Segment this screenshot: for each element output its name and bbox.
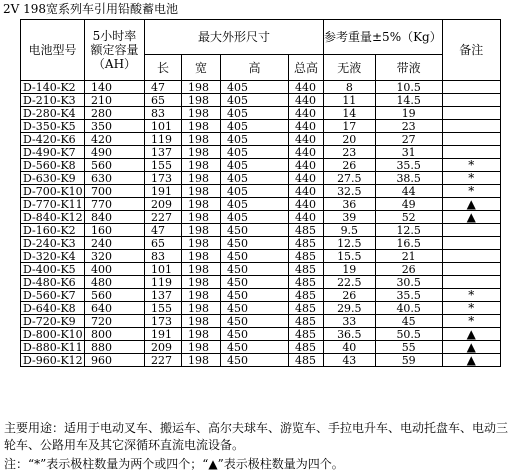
- header-height: 高: [221, 55, 289, 81]
- cell-width: 198: [182, 315, 221, 328]
- cell-length: 209: [145, 198, 182, 211]
- cell-height: 405: [221, 133, 289, 146]
- cell-remark: ▲: [442, 354, 500, 367]
- header-dimensions: 最大外形尺寸: [145, 20, 324, 55]
- cell-remark: *: [442, 302, 500, 315]
- cell-dry-weight: 29.5: [324, 302, 376, 315]
- cell-total-height: 440: [289, 159, 324, 172]
- cell-height: 405: [221, 211, 289, 224]
- cell-wet-weight: 59: [375, 354, 442, 367]
- cell-total-height: 440: [289, 172, 324, 185]
- table-row: [21, 185, 501, 198]
- header-remark: 备注: [442, 20, 500, 81]
- table-row: [21, 107, 501, 120]
- cell-model: D-800-K10: [21, 328, 85, 341]
- cell-width: 198: [182, 198, 221, 211]
- cell-remark: [442, 107, 500, 120]
- cell-remark: [442, 276, 500, 289]
- table-row: [21, 146, 501, 159]
- table-row: [21, 198, 501, 211]
- cell-wet-weight: 16.5: [375, 237, 442, 250]
- cell-width: 198: [182, 172, 221, 185]
- cell-dry-weight: 20: [324, 133, 376, 146]
- cell-capacity: 490: [85, 146, 145, 159]
- cell-width: 198: [182, 328, 221, 341]
- cell-remark: [442, 81, 500, 94]
- cell-width: 198: [182, 146, 221, 159]
- cell-wet-weight: 55: [375, 341, 442, 354]
- cell-dry-weight: 26: [324, 159, 376, 172]
- cell-remark: *: [442, 289, 500, 302]
- cell-capacity: 770: [85, 198, 145, 211]
- table-row: [21, 94, 501, 107]
- cell-wet-weight: 52: [375, 211, 442, 224]
- cell-length: 227: [145, 354, 182, 367]
- cell-model: D-420-K6: [21, 133, 85, 146]
- cell-height: 450: [221, 224, 289, 237]
- table-row: [21, 341, 501, 354]
- cell-width: 198: [182, 289, 221, 302]
- cell-dry-weight: 12.5: [324, 237, 376, 250]
- cell-capacity: 720: [85, 315, 145, 328]
- cell-width: 198: [182, 159, 221, 172]
- table-row: [21, 315, 501, 328]
- cell-height: 450: [221, 341, 289, 354]
- table-row: [21, 237, 501, 250]
- cell-model: D-280-K4: [21, 107, 85, 120]
- cell-height: 450: [221, 250, 289, 263]
- cell-wet-weight: 44: [375, 185, 442, 198]
- cell-model: D-240-K3: [21, 237, 85, 250]
- usage-text-line-2: 轮车、公路用车及其它深循环直流电流设备。: [4, 438, 245, 452]
- cell-width: 198: [182, 120, 221, 133]
- cell-height: 405: [221, 172, 289, 185]
- cell-length: 47: [145, 224, 182, 237]
- cell-height: 405: [221, 146, 289, 159]
- cell-capacity: 630: [85, 172, 145, 185]
- cell-remark: ▲: [442, 211, 500, 224]
- table-row: [21, 81, 501, 94]
- cell-width: 198: [182, 276, 221, 289]
- cell-width: 198: [182, 185, 221, 198]
- cell-remark: *: [442, 172, 500, 185]
- cell-total-height: 485: [289, 263, 324, 276]
- cell-capacity: 560: [85, 159, 145, 172]
- header-dry-weight: 无液: [324, 55, 376, 81]
- page-title: 2V 198宽系列车引用铅酸蓄电池: [3, 2, 179, 16]
- header-capacity: 5小时率 额定容量 （AH）: [85, 20, 145, 81]
- table-row: [21, 211, 501, 224]
- cell-capacity: 280: [85, 107, 145, 120]
- table-row: [21, 120, 501, 133]
- table-row: [21, 302, 501, 315]
- cell-wet-weight: 19: [375, 107, 442, 120]
- cell-remark: ▲: [442, 328, 500, 341]
- cell-total-height: 440: [289, 198, 324, 211]
- cell-wet-weight: 31: [375, 146, 442, 159]
- cell-remark: [442, 133, 500, 146]
- cell-total-height: 485: [289, 302, 324, 315]
- cell-remark: [442, 94, 500, 107]
- battery-spec-table: [20, 19, 501, 367]
- table-row: [21, 276, 501, 289]
- header-width: 宽: [182, 55, 221, 81]
- cell-length: 101: [145, 120, 182, 133]
- cell-remark: [442, 146, 500, 159]
- cell-model: D-140-K2: [21, 81, 85, 94]
- cell-dry-weight: 9.5: [324, 224, 376, 237]
- cell-capacity: 840: [85, 211, 145, 224]
- table-row: [21, 159, 501, 172]
- cell-height: 450: [221, 315, 289, 328]
- cell-capacity: 350: [85, 120, 145, 133]
- cell-remark: *: [442, 159, 500, 172]
- cell-length: 65: [145, 237, 182, 250]
- cell-dry-weight: 33: [324, 315, 376, 328]
- cell-length: 155: [145, 302, 182, 315]
- cell-dry-weight: 15.5: [324, 250, 376, 263]
- cell-model: D-160-K2: [21, 224, 85, 237]
- cell-width: 198: [182, 237, 221, 250]
- cell-dry-weight: 17: [324, 120, 376, 133]
- cell-length: 227: [145, 211, 182, 224]
- cell-dry-weight: 36.5: [324, 328, 376, 341]
- cell-wet-weight: 12.5: [375, 224, 442, 237]
- cell-length: 155: [145, 159, 182, 172]
- cell-total-height: 485: [289, 354, 324, 367]
- cell-model: D-700-K10: [21, 185, 85, 198]
- cell-model: D-770-K11: [21, 198, 85, 211]
- cell-capacity: 420: [85, 133, 145, 146]
- cell-remark: [442, 250, 500, 263]
- cell-length: 119: [145, 276, 182, 289]
- cell-model: D-400-K5: [21, 263, 85, 276]
- cell-length: 173: [145, 315, 182, 328]
- cell-height: 450: [221, 289, 289, 302]
- cell-width: 198: [182, 133, 221, 146]
- cell-dry-weight: 40: [324, 341, 376, 354]
- table-row: [21, 289, 501, 302]
- cell-wet-weight: 45: [375, 315, 442, 328]
- cell-remark: *: [442, 315, 500, 328]
- cell-dry-weight: 26: [324, 289, 376, 302]
- cell-length: 173: [145, 172, 182, 185]
- cell-model: D-480-K6: [21, 276, 85, 289]
- cell-wet-weight: 38.5: [375, 172, 442, 185]
- cell-model: D-560-K8: [21, 159, 85, 172]
- cell-wet-weight: 14.5: [375, 94, 442, 107]
- cell-length: 191: [145, 328, 182, 341]
- header-length: 长: [145, 55, 182, 81]
- cell-capacity: 480: [85, 276, 145, 289]
- cell-length: 47: [145, 81, 182, 94]
- cell-total-height: 440: [289, 120, 324, 133]
- cell-capacity: 400: [85, 263, 145, 276]
- cell-height: 405: [221, 159, 289, 172]
- footnote: 注：“*”表示极柱数量为两个或四个；“▲”表示极柱数量为四个。: [4, 457, 344, 471]
- cell-width: 198: [182, 81, 221, 94]
- cell-length: 83: [145, 250, 182, 263]
- cell-wet-weight: 35.5: [375, 159, 442, 172]
- cell-width: 198: [182, 250, 221, 263]
- cell-capacity: 160: [85, 224, 145, 237]
- table-row: [21, 263, 501, 276]
- cell-height: 405: [221, 94, 289, 107]
- cell-total-height: 485: [289, 315, 324, 328]
- cell-wet-weight: 21: [375, 250, 442, 263]
- cell-total-height: 485: [289, 341, 324, 354]
- cell-width: 198: [182, 224, 221, 237]
- cell-length: 119: [145, 133, 182, 146]
- cell-dry-weight: 19: [324, 263, 376, 276]
- cell-length: 83: [145, 107, 182, 120]
- cell-model: D-720-K9: [21, 315, 85, 328]
- table-row: [21, 328, 501, 341]
- cell-dry-weight: 32.5: [324, 185, 376, 198]
- cell-height: 450: [221, 302, 289, 315]
- cell-remark: [442, 224, 500, 237]
- cell-wet-weight: 10.5: [375, 81, 442, 94]
- cell-remark: [442, 263, 500, 276]
- cell-width: 198: [182, 341, 221, 354]
- header-weight: 参考重量±5%（Kg）: [324, 20, 443, 55]
- cell-total-height: 440: [289, 133, 324, 146]
- cell-capacity: 560: [85, 289, 145, 302]
- cell-remark: [442, 120, 500, 133]
- cell-width: 198: [182, 107, 221, 120]
- cell-remark: ▲: [442, 341, 500, 354]
- cell-dry-weight: 11: [324, 94, 376, 107]
- cell-total-height: 485: [289, 237, 324, 250]
- cell-length: 65: [145, 94, 182, 107]
- cell-height: 450: [221, 276, 289, 289]
- cell-total-height: 485: [289, 224, 324, 237]
- cell-width: 198: [182, 354, 221, 367]
- cell-wet-weight: 30.5: [375, 276, 442, 289]
- cell-length: 101: [145, 263, 182, 276]
- cell-model: D-840-K12: [21, 211, 85, 224]
- cell-capacity: 800: [85, 328, 145, 341]
- cell-model: D-210-K3: [21, 94, 85, 107]
- usage-text-line-1: 主要用途：适用于电动叉车、搬运车、高尔夫球车、游览车、手拉电升车、电动托盘车、电动三: [4, 421, 509, 435]
- cell-total-height: 440: [289, 185, 324, 198]
- cell-wet-weight: 26: [375, 263, 442, 276]
- cell-model: D-320-K4: [21, 250, 85, 263]
- header-total-height: 总高: [289, 55, 324, 81]
- cell-capacity: 140: [85, 81, 145, 94]
- cell-height: 450: [221, 237, 289, 250]
- header-model: 电池型号: [21, 20, 85, 81]
- cell-total-height: 440: [289, 107, 324, 120]
- cell-dry-weight: 27.5: [324, 172, 376, 185]
- table-body: [21, 81, 501, 367]
- cell-capacity: 320: [85, 250, 145, 263]
- cell-capacity: 880: [85, 341, 145, 354]
- cell-total-height: 485: [289, 289, 324, 302]
- cell-wet-weight: 23: [375, 120, 442, 133]
- table-row: [21, 354, 501, 367]
- cell-total-height: 485: [289, 328, 324, 341]
- cell-dry-weight: 8: [324, 81, 376, 94]
- cell-total-height: 485: [289, 276, 324, 289]
- cell-length: 137: [145, 146, 182, 159]
- cell-capacity: 640: [85, 302, 145, 315]
- cell-length: 191: [145, 185, 182, 198]
- cell-capacity: 210: [85, 94, 145, 107]
- cell-total-height: 440: [289, 94, 324, 107]
- cell-remark: [442, 237, 500, 250]
- cell-total-height: 440: [289, 211, 324, 224]
- cell-dry-weight: 36: [324, 198, 376, 211]
- cell-height: 450: [221, 354, 289, 367]
- cell-model: D-880-K11: [21, 341, 85, 354]
- cell-wet-weight: 35.5: [375, 289, 442, 302]
- cell-model: D-960-K12: [21, 354, 85, 367]
- cell-height: 405: [221, 107, 289, 120]
- cell-model: D-630-K9: [21, 172, 85, 185]
- cell-height: 405: [221, 120, 289, 133]
- cell-dry-weight: 23: [324, 146, 376, 159]
- cell-total-height: 440: [289, 146, 324, 159]
- cell-height: 450: [221, 263, 289, 276]
- cell-dry-weight: 14: [324, 107, 376, 120]
- cell-capacity: 960: [85, 354, 145, 367]
- cell-width: 198: [182, 263, 221, 276]
- cell-height: 405: [221, 198, 289, 211]
- cell-wet-weight: 49: [375, 198, 442, 211]
- cell-wet-weight: 40.5: [375, 302, 442, 315]
- cell-length: 137: [145, 289, 182, 302]
- header-wet-weight: 带液: [375, 55, 442, 81]
- cell-height: 450: [221, 328, 289, 341]
- cell-wet-weight: 50.5: [375, 328, 442, 341]
- cell-dry-weight: 43: [324, 354, 376, 367]
- table-row: [21, 224, 501, 237]
- table-row: [21, 250, 501, 263]
- cell-remark: ▲: [442, 198, 500, 211]
- cell-model: D-490-K7: [21, 146, 85, 159]
- table-row: [21, 133, 501, 146]
- cell-height: 405: [221, 81, 289, 94]
- cell-height: 405: [221, 185, 289, 198]
- cell-model: D-640-K8: [21, 302, 85, 315]
- cell-capacity: 700: [85, 185, 145, 198]
- cell-remark: *: [442, 185, 500, 198]
- cell-model: D-350-K5: [21, 120, 85, 133]
- cell-width: 198: [182, 211, 221, 224]
- cell-wet-weight: 27: [375, 133, 442, 146]
- cell-dry-weight: 22.5: [324, 276, 376, 289]
- cell-total-height: 440: [289, 81, 324, 94]
- cell-width: 198: [182, 94, 221, 107]
- cell-width: 198: [182, 302, 221, 315]
- cell-length: 209: [145, 341, 182, 354]
- cell-capacity: 240: [85, 237, 145, 250]
- cell-total-height: 485: [289, 250, 324, 263]
- cell-dry-weight: 39: [324, 211, 376, 224]
- table-row: [21, 172, 501, 185]
- cell-model: D-560-K7: [21, 289, 85, 302]
